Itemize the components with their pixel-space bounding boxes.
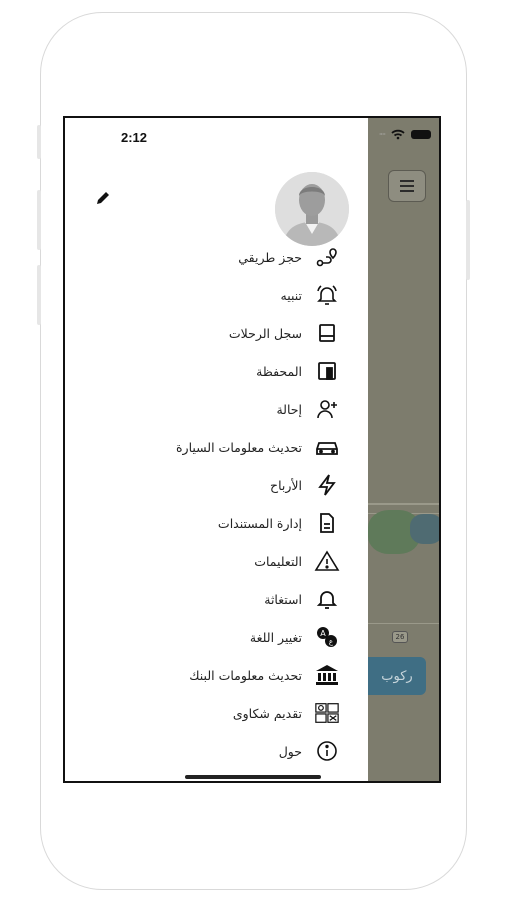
wifi-icon <box>391 129 405 140</box>
home-indicator[interactable] <box>185 775 321 779</box>
menu-item-referral[interactable] <box>276 394 340 424</box>
menu-item-about[interactable] <box>279 736 340 766</box>
app-screen <box>63 116 441 783</box>
menu-item-label: التعليمات <box>254 553 302 569</box>
menu-item-label: حول <box>278 743 302 759</box>
language-icon <box>314 624 340 650</box>
wallet-icon <box>314 358 340 384</box>
history-box-icon <box>314 320 340 346</box>
menu-item-label: إدارة المستندات <box>217 515 302 531</box>
add-user-icon <box>314 396 340 422</box>
menu-item-trip-history[interactable] <box>229 318 340 348</box>
menu-item-label: تحديث معلومات البنك <box>189 667 302 683</box>
warning-icon <box>314 548 340 574</box>
bell-icon <box>314 586 340 612</box>
menu-item-label: تغيير اللغة <box>249 629 302 645</box>
car-icon <box>314 434 340 460</box>
map-view[interactable] <box>368 118 441 783</box>
battery-icon <box>411 130 431 139</box>
menu-item-label: سجل الرحلات <box>228 325 302 341</box>
menu-item-label: تقديم شكاوى <box>232 705 302 721</box>
cellular-signal-icon: ···· <box>378 130 385 139</box>
menu-item-wallet[interactable] <box>256 356 340 386</box>
svg-text:ع: ع <box>328 638 334 646</box>
edit-icon[interactable] <box>95 190 111 206</box>
menu-item-label: إحالة <box>276 401 302 417</box>
status-time: 2:12 <box>121 130 148 145</box>
volume-down-button <box>37 265 41 325</box>
menu-item-alert[interactable] <box>281 280 341 310</box>
ride-button[interactable]: ركوب <box>368 657 426 695</box>
volume-up-button <box>37 190 41 250</box>
bell-ringing-icon <box>314 282 340 308</box>
menu-item-label: تنبيه <box>280 287 302 303</box>
menu-item-change-language[interactable] <box>250 622 340 652</box>
menu-item-sos[interactable] <box>264 584 340 614</box>
bank-icon <box>314 662 340 688</box>
menu-item-instructions[interactable] <box>254 546 340 576</box>
menu-item-label: المحفظة <box>256 363 302 379</box>
menu-item-update-car-info[interactable] <box>176 432 340 462</box>
map-menu-button[interactable] <box>388 170 426 202</box>
mute-switch <box>37 125 41 159</box>
menu-item-earnings[interactable] <box>270 470 340 500</box>
menu-item-label: الأرباح <box>270 477 302 493</box>
menu-item-update-bank-info[interactable] <box>189 660 340 690</box>
route-shield: 26 <box>392 631 408 643</box>
complaint-icon <box>314 700 340 726</box>
side-drawer <box>65 118 368 783</box>
menu-item-label: استغاثة <box>264 591 302 607</box>
info-icon <box>314 738 340 764</box>
svg-text:A: A <box>320 629 326 638</box>
power-button <box>466 200 470 280</box>
status-icons <box>379 129 431 140</box>
menu-item-manage-documents[interactable] <box>218 508 340 538</box>
menu-item-label: تحديث معلومات السيارة <box>175 439 302 455</box>
menu-item-label: حجز طريقي <box>238 249 302 265</box>
document-icon <box>314 510 340 536</box>
menu-item-submit-complaint[interactable] <box>233 698 340 728</box>
menu-item-book-my-route[interactable] <box>238 242 340 272</box>
lightning-icon <box>314 472 340 498</box>
avatar[interactable] <box>275 172 349 246</box>
route-icon <box>314 244 340 270</box>
